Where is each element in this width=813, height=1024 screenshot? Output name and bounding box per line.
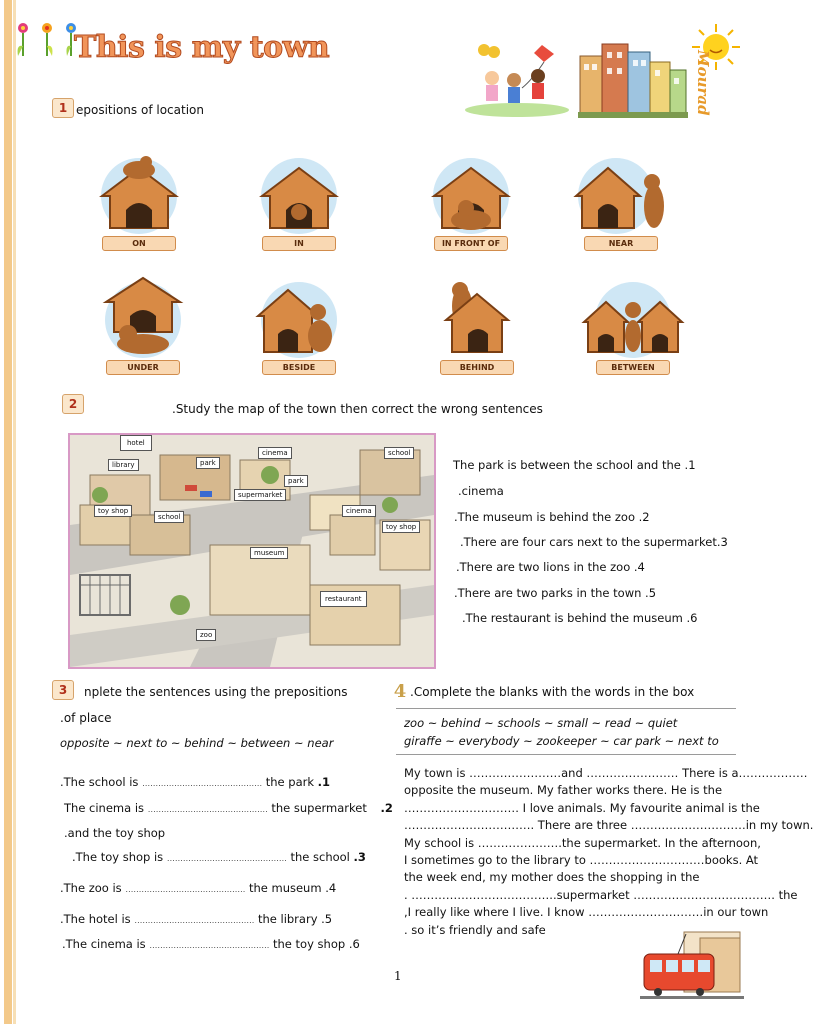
sentence-number: .3 bbox=[353, 850, 366, 864]
sentence-number: .2 bbox=[380, 801, 393, 815]
word-box-bottom-border bbox=[396, 754, 736, 755]
map-sentence: The park is between the school and the .1 bbox=[453, 458, 696, 472]
dog-near-house bbox=[566, 148, 676, 253]
sentence-number: .5 bbox=[321, 912, 333, 926]
tram-clipart bbox=[640, 928, 744, 1000]
sentence-start: The cinema is bbox=[64, 801, 145, 815]
paragraph-line: ,I really like where I live. I know …………………………in our town bbox=[404, 905, 769, 920]
page-title: This is my town bbox=[74, 30, 330, 65]
word-box-top-border bbox=[396, 708, 736, 709]
word-box-line: zoo ~ behind ~ schools ~ small ~ read ~ quiet bbox=[404, 716, 678, 730]
answer-blank[interactable]: ……………………………………… bbox=[166, 854, 287, 863]
dog-on-house bbox=[84, 148, 194, 253]
map-sentence: .The museum is behind the zoo .2 bbox=[454, 510, 650, 524]
doghouse-icon bbox=[422, 272, 532, 362]
dog-in-house bbox=[244, 148, 354, 253]
fill-sentence bbox=[64, 826, 165, 840]
dog-label: ON bbox=[102, 236, 176, 251]
map-label-cinema: cinema bbox=[342, 505, 376, 517]
sentence-number: .1 bbox=[317, 775, 331, 789]
town-map bbox=[68, 433, 436, 669]
answer-blank[interactable]: ……………………………………… bbox=[142, 779, 263, 788]
fill-sentence bbox=[60, 912, 332, 926]
paragraph-line: My school is ………………….the supermarket. In the afternoon, bbox=[404, 835, 761, 850]
doghouse-icon bbox=[88, 272, 198, 362]
sentence-end: the library bbox=[257, 912, 318, 926]
map-label-park: park bbox=[284, 475, 308, 487]
map-label-school: school bbox=[384, 447, 414, 459]
map-label-toy-shop: toy shop bbox=[382, 521, 420, 533]
section-number-3: 3 bbox=[52, 680, 74, 700]
doghouse-icon bbox=[244, 148, 354, 238]
dog-label: IN bbox=[262, 236, 336, 251]
flower-icon bbox=[38, 20, 56, 60]
map-sentence: .There are two lions in the zoo .4 bbox=[456, 560, 645, 574]
section-number-1: 1 bbox=[52, 98, 74, 118]
map-label-supermarket: supermarket bbox=[234, 489, 286, 501]
doghouse-icon bbox=[244, 272, 354, 362]
answer-blank[interactable]: ……………………………………… bbox=[147, 805, 268, 814]
map-label-museum: museum bbox=[250, 547, 288, 559]
page-number: 1 bbox=[394, 969, 402, 983]
sentence-start: .The toy shop is bbox=[72, 850, 164, 864]
fill-sentence bbox=[72, 850, 366, 864]
dog-label: BETWEEN bbox=[596, 360, 670, 375]
dog-under-house bbox=[88, 272, 198, 377]
section1-heading: epositions of location bbox=[76, 103, 204, 117]
map-label-library: library bbox=[108, 459, 139, 471]
dog-label: BEHIND bbox=[440, 360, 514, 375]
answer-blank[interactable]: ……………………………………… bbox=[134, 916, 255, 925]
doghouse-icon bbox=[566, 148, 676, 238]
left-margin-bar-thin bbox=[13, 0, 16, 1024]
sentence-number: .4 bbox=[325, 881, 337, 895]
section2-heading: .Study the map of the town then correct the wrong sentences bbox=[172, 402, 543, 416]
fill-sentence bbox=[60, 881, 336, 895]
dog-beside-house bbox=[244, 272, 354, 377]
paragraph-line: I sometimes go to the library to …………………………books. At bbox=[404, 853, 759, 868]
sentence-end: the school bbox=[290, 850, 350, 864]
map-sentence: .There are four cars next to the supermarket.3 bbox=[460, 535, 728, 549]
map-label-cinema: cinema bbox=[258, 447, 292, 459]
dog-between-houses bbox=[578, 272, 688, 377]
dog-label: NEAR bbox=[584, 236, 658, 251]
doghouse-icon bbox=[578, 272, 688, 362]
word-box-line: giraffe ~ everybody ~ zookeeper ~ car park ~ next to bbox=[404, 734, 719, 748]
answer-blank[interactable]: ……………………………………… bbox=[125, 885, 246, 894]
sentence-start: .The school is bbox=[60, 775, 139, 789]
section-number-2: 2 bbox=[62, 394, 84, 414]
fill-sentence bbox=[60, 775, 330, 789]
paragraph-line: opposite the museum. My father works there. He is the bbox=[404, 783, 723, 798]
paragraph-line: the week end, my mother does the shopping in the bbox=[404, 870, 700, 885]
fill-sentence bbox=[64, 801, 393, 815]
map-label-school: school bbox=[154, 511, 184, 523]
paragraph-line: ………………………… I love animals. My favourite animal is the bbox=[404, 800, 760, 815]
sentence-end: the supermarket bbox=[271, 801, 367, 815]
sentence-end: the toy shop bbox=[273, 937, 346, 951]
clipart-signature: Mourad bbox=[694, 50, 712, 116]
doghouse-icon bbox=[416, 148, 526, 238]
town-buildings-clipart bbox=[578, 36, 688, 118]
sentence-start: .The cinema is bbox=[62, 937, 146, 951]
map-sentence: .There are two parks in the town .5 bbox=[454, 586, 657, 600]
fill-sentence bbox=[62, 937, 360, 951]
section4-heading: .Complete the blanks with the words in the box bbox=[410, 685, 695, 699]
cloze-paragraph bbox=[404, 765, 813, 939]
sentence-start: .The zoo is bbox=[60, 881, 122, 895]
map-label-toy-shop: toy shop bbox=[94, 505, 132, 517]
section3-heading-line2: .of place bbox=[60, 711, 112, 725]
dog-label: IN FRONT OF bbox=[434, 236, 508, 251]
preposition-word-list: opposite ~ next to ~ behind ~ between ~ near bbox=[60, 736, 334, 750]
dog-behind-house bbox=[422, 272, 532, 377]
map-label-restaurant: restaurant bbox=[320, 591, 367, 607]
section3-heading: nplete the sentences using the prepositions bbox=[84, 685, 348, 699]
left-margin-bar bbox=[4, 0, 12, 1024]
paragraph-line: My town is ……………………and …………………… There is a……………… bbox=[404, 766, 808, 780]
children-playing-clipart bbox=[462, 40, 572, 118]
sentence-end: the museum bbox=[248, 881, 322, 895]
sentence-start: .and the toy shop bbox=[64, 826, 166, 840]
sentence-start: .The hotel is bbox=[60, 912, 131, 926]
answer-blank[interactable]: ……………………………………… bbox=[149, 941, 270, 950]
map-label-hotel: hotel bbox=[120, 435, 152, 451]
map-sentence: .The restaurant is behind the museum .6 bbox=[462, 611, 698, 625]
dog-label: UNDER bbox=[106, 360, 180, 375]
paragraph-line: ……………………………. There are three …………………………in my town. bbox=[404, 818, 813, 833]
sentence-end: the park bbox=[265, 775, 314, 789]
section-number-4: 4 bbox=[390, 682, 410, 700]
paragraph-line: . ………………………………..supermarket ………………………………. the bbox=[404, 887, 798, 902]
sentence-number: .6 bbox=[348, 937, 360, 951]
paragraph-line: . so it’s friendly and safe bbox=[404, 922, 546, 937]
map-label-zoo: zoo bbox=[196, 629, 216, 641]
map-label-park: park bbox=[196, 457, 220, 469]
map-sentence: .cinema bbox=[458, 484, 504, 498]
flower-icon bbox=[14, 20, 32, 60]
dog-in-front-of-house bbox=[416, 148, 526, 253]
doghouse-icon bbox=[84, 148, 194, 238]
dog-label: BESIDE bbox=[262, 360, 336, 375]
